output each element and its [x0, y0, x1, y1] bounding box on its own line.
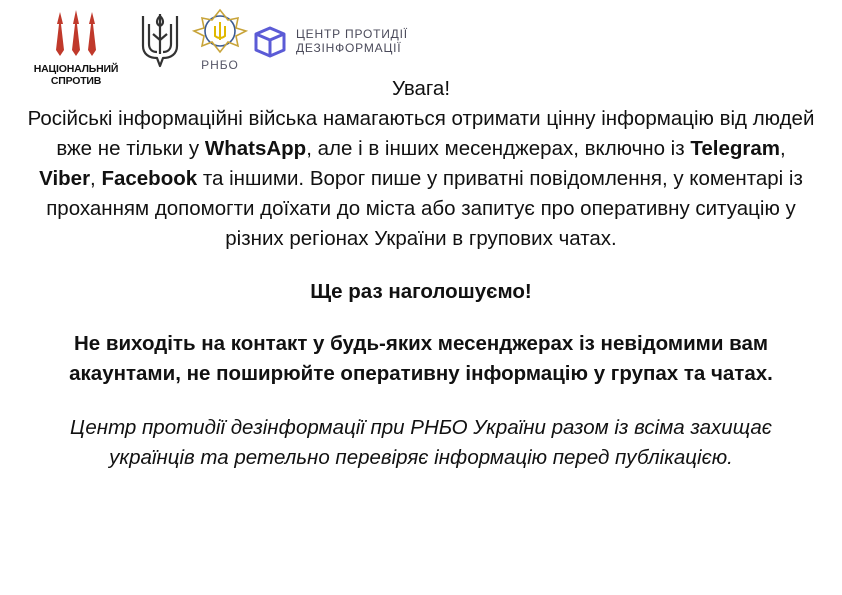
repeat-heading: Ще раз наголошуємо! — [310, 280, 532, 303]
rnbo-label: РНБО — [201, 58, 239, 72]
warning-heading: Увага! — [391, 77, 451, 100]
advice-paragraph: Не виходіть на контакт у будь-яких месенджерах із невідомими вам акаунтами, не поширюйте оперативну інформацію у групах та чатах. — [69, 332, 773, 385]
app-name-whatsapp: WhatsApp — [204, 137, 307, 160]
cpd-line-1: ЦЕНТР ПРОТИДІЇ — [296, 27, 408, 41]
cube-icon — [252, 24, 288, 60]
cpd-label — [296, 27, 408, 55]
rnbo-emblem-icon — [192, 8, 248, 56]
app-name-viber: Viber — [39, 167, 91, 190]
rnbo-logo — [192, 8, 248, 78]
national-resistance-line-2: СПРОТИВ — [50, 75, 102, 87]
cpd-logo — [252, 24, 422, 60]
footer-paragraph: Центр протидії дезінформації при РНБО України разом із всіма захищає українців та ретельно перевіряє інформацію перед публікацією. — [70, 416, 772, 469]
cpd-line-2: ДЕЗІНФОРМАЦІЇ — [296, 41, 402, 55]
body-text: та іншими. Ворог пише у приватні повідомлення, у коментарі із проханням допомогти доїхати до міста або запитує про оперативну ситуацію у різних регіонах України в групових чатах. — [46, 167, 803, 250]
app-name-telegram: Telegram — [690, 137, 780, 160]
national-resistance-line-1: НАЦІОНАЛЬНИЙ — [33, 63, 119, 75]
body-text: Російські інформаційні війська намагаються отримати цінну інформацію від людей вже не тільки у — [27, 107, 815, 160]
notice-body — [26, 104, 816, 254]
notice — [0, 74, 842, 473]
body-text: , — [90, 167, 102, 190]
flames-icon — [52, 10, 100, 58]
app-name-facebook: Facebook — [101, 167, 198, 190]
body-text: , — [779, 137, 786, 160]
tryzub-icon — [139, 10, 181, 72]
body-text: , але і в інших месенджерах, включно із — [306, 137, 691, 160]
